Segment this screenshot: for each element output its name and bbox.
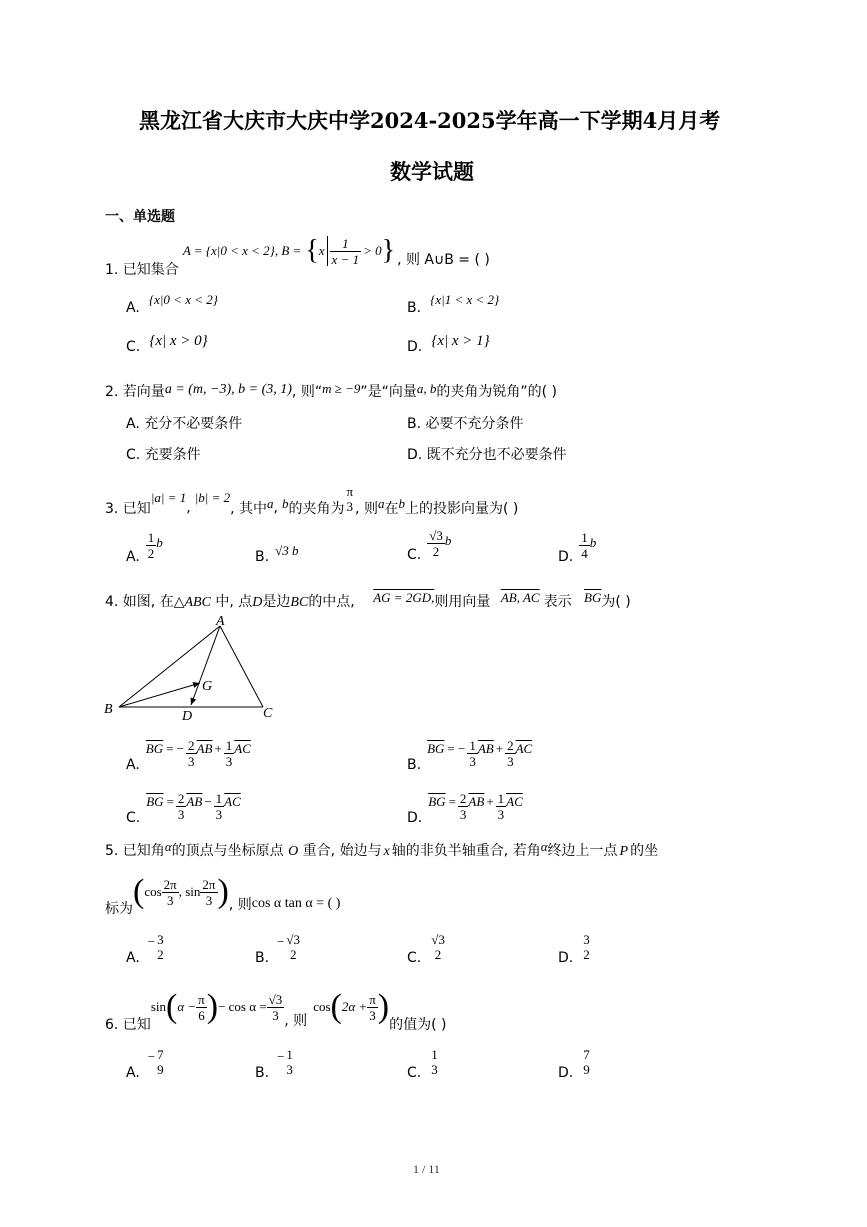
q5-text-b: 的顶点与坐标原点 (171, 843, 284, 859)
option-label: C. (407, 950, 422, 966)
q4-text-5: 则用向量 (434, 594, 491, 610)
option-vector: b (156, 535, 163, 550)
question-3: 3. 已知 |a| = 1 , |b| = 2 , 其中 a , b 的夹角为 π 3 , 则 a 在 b 上的投影向量为( ) (105, 484, 519, 517)
q4-option-d[interactable] (407, 791, 523, 826)
option-fraction: √3 2 (431, 932, 445, 962)
q1-option-c[interactable] (126, 333, 208, 356)
option-sign: − (277, 934, 285, 949)
q2-condition: m ≥ −9 (322, 381, 361, 396)
option-fraction: 7 9 (583, 1047, 590, 1077)
option-lhs: $\overline{BG}$ (428, 794, 446, 809)
q4-option-a[interactable] (126, 738, 251, 773)
q6-number: 6. 已知 (105, 1017, 151, 1033)
q5-point-coordinates: ( cos $\frac{2\pi}{3}$ , sin $\frac{2\pi}{3}$ ) (133, 873, 229, 910)
q3-text-6: 上的投影向量为( ) (404, 501, 519, 517)
q5-text-h: , 则 (228, 897, 252, 913)
option-text: {x| x > 0} (149, 333, 208, 349)
option-fraction-1: $\frac{2}{3}$ (177, 791, 185, 822)
option-sign: − (147, 1049, 156, 1064)
option-label: D. (558, 1065, 574, 1081)
option-label: D. (407, 447, 423, 463)
q2-text-c: ”是“向量 (360, 384, 417, 400)
option-vector-2: $\overline{AC}$ (224, 794, 241, 809)
option-fraction: 1 3 (286, 1047, 293, 1077)
q5-text-f: 的坐 (630, 843, 659, 859)
option-label: A. (126, 300, 140, 316)
q6-frac-1: $\frac{\pi}{6}$ (198, 991, 205, 1023)
q6-frac-3: $\frac{\pi}{3}$ (369, 991, 376, 1023)
option-vector: b (444, 533, 452, 548)
label-b: B (104, 702, 113, 717)
option-lhs: $\overline{BG}$ (427, 741, 445, 756)
option-label: C. (126, 447, 141, 463)
q3-text-4: , 则 (355, 501, 378, 517)
q5-frac-2: $\frac{2\pi}{3}$ (202, 876, 216, 908)
q2-vectors: a = (m, −3), b = (3, 1) (164, 382, 292, 397)
question-6 (105, 988, 447, 1032)
q1-set-b: { x $\frac{1}{x - 1}$ > 0 } (305, 235, 396, 267)
option-sign-1: = (166, 794, 174, 809)
q6-option-b[interactable] (255, 1047, 295, 1081)
option-fraction: $\frac{√3}{2}$ (429, 528, 443, 559)
q1-option-d[interactable] (407, 333, 490, 356)
q1-option-a[interactable] (126, 292, 218, 316)
option-vector-1: $\overline{AB}$ (468, 794, 485, 809)
option-fraction-2: $\frac{1}{3}$ (225, 738, 233, 769)
q2-vectors-2: a, b (416, 381, 437, 396)
q6-inner-2: 2α + (341, 999, 368, 1014)
option-fraction: $\frac{1}{2}$ (147, 530, 155, 561)
page-subtitle: 数学试题 (390, 159, 474, 184)
option-label: A. (126, 1065, 140, 1081)
option-lhs: $\overline{BG}$ (145, 741, 164, 756)
option-text: {x|0 < x < 2} (148, 292, 218, 307)
q3-option-d[interactable] (558, 530, 596, 565)
q4-target-vector: $\overline{BG}$ (584, 590, 602, 605)
option-text: 既不充分也不必要条件 (426, 447, 567, 463)
q3-text-1: , 其中 (230, 501, 268, 517)
option-vector-1: $\overline{AB}$ (477, 741, 494, 756)
q2-text-d: 的夹角为锐角”的( ) (436, 384, 558, 400)
question-5-line-2 (105, 872, 340, 916)
q4-text-3: 是边 (262, 594, 291, 610)
q5-alpha-2: α (540, 839, 548, 854)
option-label: A. (126, 950, 140, 966)
q2-option-a[interactable] (126, 413, 242, 433)
q4-basis-vectors: AB, AC (500, 590, 540, 605)
option-fraction-2: $\frac{1}{3}$ (215, 791, 223, 822)
question-5-line-1 (105, 840, 658, 860)
label-c: C (263, 706, 273, 721)
q5-cos: cos (144, 884, 162, 899)
q5-alpha: α (164, 839, 172, 854)
q3-option-b[interactable] (255, 543, 299, 565)
q5-expression: cos α tan α = ( ) (251, 896, 341, 911)
label-a: A (216, 615, 225, 629)
option-sign: − (147, 934, 156, 949)
q5-x-axis: x (383, 844, 390, 859)
q5-text-c: 重合, 始边与 (302, 843, 382, 859)
q6-cos: cos (313, 999, 331, 1014)
q3-vector-a-2: a (377, 496, 385, 511)
option-text: {x|1 < x < 2} (430, 292, 500, 307)
option-vector-2: $\overline{AC}$ (506, 794, 523, 809)
q3-condition-1: |a| = 1 (150, 490, 187, 505)
q3-vector-a: a (267, 496, 274, 511)
option-fraction: 1 3 (431, 1047, 438, 1077)
option-label: D. (407, 810, 423, 826)
q3-text-2: , (273, 500, 278, 516)
q6-inner: α − (177, 999, 197, 1014)
option-label: A. (126, 549, 140, 565)
q6-option-a[interactable] (126, 1047, 166, 1081)
option-text: 必要不充分条件 (425, 416, 524, 432)
q4-text-1: 4. 如图, 在△ (105, 594, 185, 610)
page-number: 1 / 11 (413, 1162, 440, 1176)
q5-frac-1: $\frac{2\pi}{3}$ (163, 876, 177, 908)
q6-condition: sin ( α − $\frac{\pi}{6}$ ) − cos α = $\frac{√3}{3}$ (150, 988, 283, 1025)
q4-text-4: 的中点, (308, 594, 355, 610)
option-sign-2: + (486, 794, 494, 809)
vector-bg (119, 683, 200, 707)
option-label: A. (126, 416, 140, 432)
triangle-figure (100, 615, 290, 725)
option-sign: − (277, 1049, 285, 1064)
option-vector: b (589, 535, 597, 550)
q2-option-b[interactable] (407, 413, 524, 433)
q3-number: 3. 已知 (105, 501, 151, 517)
option-fraction: 3 2 (157, 932, 164, 962)
q3-angle-fraction: π 3 (346, 484, 354, 514)
option-fraction-1: $\frac{1}{3}$ (469, 738, 476, 769)
option-text: {x| x > 1} (431, 333, 490, 349)
option-vector-2: $\overline{AC}$ (234, 741, 251, 756)
option-vector-2: $\overline{AC}$ (515, 741, 533, 756)
page-title: 黑龙江省大庆市大庆中学2024-2025学年高一下学期4月月考 (139, 108, 721, 133)
option-label: D. (407, 339, 423, 355)
option-label: B. (255, 549, 270, 565)
q3-vector-b-2: b (398, 496, 405, 511)
q5-option-d[interactable] (558, 932, 592, 966)
option-label: B. (255, 1065, 270, 1081)
label-d: D (182, 709, 193, 724)
option-label: B. (407, 300, 422, 316)
option-text: 充要条件 (144, 447, 201, 463)
q3-text-3: 的夹角为 (288, 501, 345, 517)
question-2 (105, 381, 557, 401)
option-sign-2: − (204, 794, 212, 809)
option-vector-1: $\overline{AB}$ (186, 794, 203, 809)
option-label: B. (407, 416, 422, 432)
q3-text-5: 在 (384, 501, 399, 517)
q3-option-c[interactable] (407, 528, 451, 563)
q6-sin: sin (150, 999, 166, 1014)
q2-text-a: 2. 若向量 (105, 384, 165, 400)
option-fraction: 7 9 (157, 1047, 164, 1077)
option-sign-1: = (448, 794, 456, 809)
q5-point-p: P (619, 844, 629, 859)
q5-option-a[interactable] (126, 932, 166, 966)
option-sign-2: + (495, 741, 504, 756)
option-label: D. (558, 549, 574, 565)
option-sign-1: = − (447, 741, 466, 756)
q3-vector-b: b (281, 496, 289, 511)
q1-set-b-condition: > 0 (363, 243, 382, 258)
q6-frac-2: $\frac{√3}{3}$ (268, 991, 283, 1023)
label-g: G (202, 679, 213, 694)
q1-set-a: A = {x|0 < x < 2}, B = (182, 243, 302, 258)
q1-tail: , 则 A∪B = ( ) (397, 252, 490, 268)
q5-option-c[interactable] (407, 932, 447, 966)
option-vector-1: $\overline{AB}$ (196, 741, 213, 756)
option-label: C. (407, 547, 422, 563)
q4-side-bc: BC (290, 595, 309, 610)
option-fraction-2: $\frac{2}{3}$ (507, 738, 514, 769)
option-label: C. (407, 1065, 422, 1081)
option-label: C. (126, 339, 141, 355)
q2-text-b: , 则“ (291, 384, 323, 400)
option-sign-1: = − (166, 741, 185, 756)
q4-triangle: ABC (184, 595, 211, 610)
option-text: 充分不必要条件 (144, 416, 243, 432)
side-ac (220, 626, 263, 707)
q4-relation: AG = 2GD, (373, 590, 435, 605)
option-lhs: $\overline{BG}$ (146, 794, 164, 809)
q5-text-g: 标为 (105, 901, 133, 917)
q2-option-c[interactable] (126, 444, 201, 464)
option-fraction: √3 2 (286, 932, 301, 962)
option-label: D. (558, 950, 574, 966)
option-label: B. (407, 757, 422, 773)
q4-text-2: 中, 点 (215, 594, 253, 610)
option-fraction-1: $\frac{2}{3}$ (459, 791, 467, 822)
option-fraction: 3 2 (583, 932, 590, 962)
q5-option-b[interactable] (255, 932, 302, 966)
q4-text-6: 表示 (543, 594, 572, 610)
q6-option-d[interactable] (558, 1047, 592, 1081)
option-fraction-2: $\frac{1}{3}$ (497, 791, 505, 822)
q3-condition-2: |b| = 2 (194, 490, 231, 505)
option-label: B. (255, 950, 270, 966)
q5-text-a: 5. 已知角 (105, 843, 165, 859)
q1-set-b-fraction: $\frac{1}{x - 1}$ (331, 235, 360, 267)
q3-option-a[interactable] (126, 530, 163, 565)
q1-number: 1. 已知集合 (105, 262, 179, 278)
option-fraction-1: $\frac{2}{3}$ (188, 738, 195, 769)
q6-then: , 则 (284, 1013, 308, 1029)
option-fraction: $\frac{1}{4}$ (581, 530, 588, 561)
option-label: C. (126, 810, 141, 826)
q1-set-b-var: x (318, 243, 325, 258)
q1-option-b[interactable] (407, 292, 500, 316)
q5-text-d: 轴的非负半轴重合, 若角 (391, 843, 541, 859)
question-1 (105, 236, 490, 276)
q5-text-e: 终边上一点 (547, 843, 618, 859)
question-4 (105, 591, 631, 611)
q5-origin: O (288, 844, 299, 859)
q6-tail: 的值为( ) (389, 1017, 447, 1033)
q4-option-b[interactable] (407, 738, 532, 773)
q4-point-d: D (252, 595, 263, 610)
q6-target: cos ( 2α + $\frac{\pi}{3}$ ) (313, 988, 390, 1025)
q5-sin: , sin (178, 884, 201, 899)
q2-option-d[interactable] (407, 444, 567, 464)
q4-text-7: 为( ) (601, 594, 631, 610)
q6-option-c[interactable] (407, 1047, 440, 1081)
q6-rest: − cos α = (218, 999, 267, 1014)
option-label: A. (126, 757, 140, 773)
option-sign-2: + (214, 741, 222, 756)
section-heading: 一、单选题 (105, 209, 175, 225)
option-text: √3 b (275, 543, 299, 558)
q4-option-c[interactable] (126, 791, 241, 826)
